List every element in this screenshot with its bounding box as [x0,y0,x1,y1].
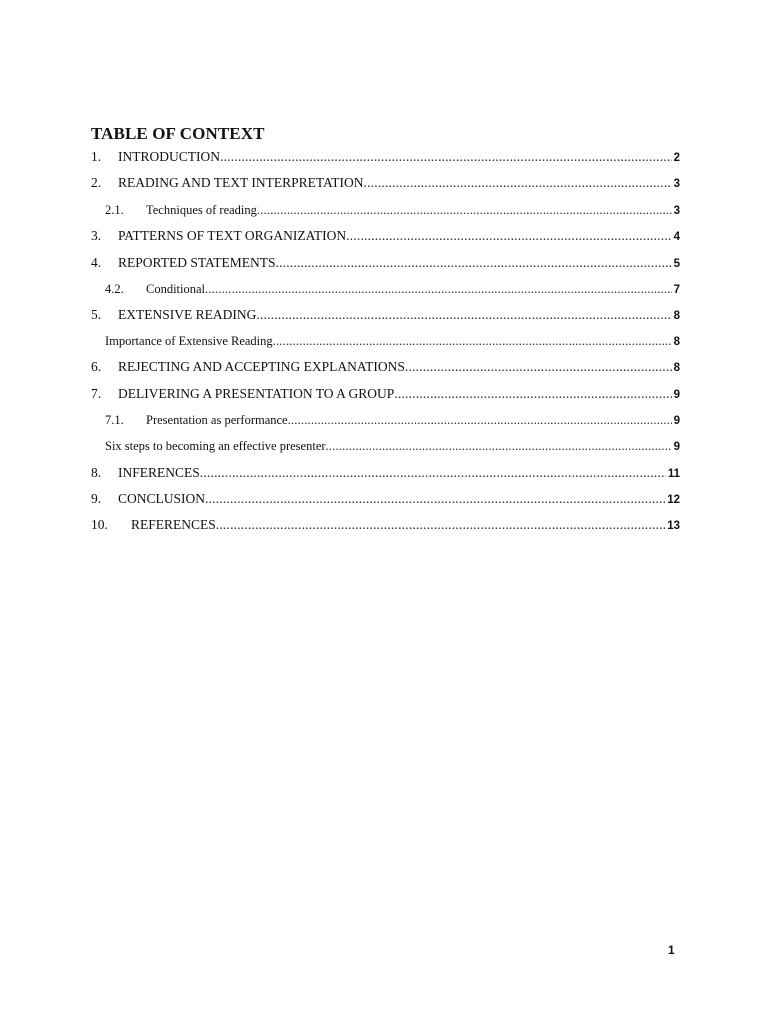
toc-entry-page: 7 [673,284,680,296]
dot-leader [216,514,665,536]
dot-leader [288,409,672,431]
toc-entry-number: 4.2. [105,282,124,296]
toc-entry-label: Techniques of reading [146,203,257,217]
toc-entry-number: 2. [91,175,102,190]
toc-entry-label: EXTENSIVE READING [118,307,257,322]
toc-entry-importance-of-extensive-reading[interactable] [91,330,680,352]
toc-heading: TABLE OF CONTEXT [91,124,265,143]
toc-entry-reading-text-interpretation[interactable] [91,172,680,194]
page-number: 1 [668,943,675,957]
dot-leader [205,278,672,300]
toc-entry-number: 4. [91,255,102,270]
toc-entry-presentation-as-performance[interactable] [91,409,680,431]
toc-entry-label: INFERENCES [118,465,200,480]
dot-leader [276,252,672,274]
toc-entry-number: 9. [91,491,102,506]
toc-entry-page: 9 [673,389,680,401]
toc-entry-number: 6. [91,359,102,374]
toc-entry-six-steps-presenter[interactable] [91,435,680,457]
toc-entry-label: PATTERNS OF TEXT ORGANIZATION [118,228,347,243]
dot-leader [394,383,671,405]
toc-entry-number: 5. [91,307,102,322]
dot-leader [220,146,672,168]
toc-entry-label: Conditional [146,282,206,296]
toc-entry-label: REPORTED STATEMENTS [118,255,276,270]
toc-entry-page: 3 [673,178,680,190]
toc-entry-label: Importance of Extensive Reading [105,334,273,348]
toc-entry-number: 8. [91,465,102,480]
toc-entry-page: 8 [673,336,680,348]
toc-entry-number: 7. [91,386,102,401]
dot-leader [326,435,672,457]
toc-entry-introduction[interactable] [91,146,680,168]
toc-entry-label: CONCLUSION [118,491,206,506]
dot-leader [256,304,671,326]
toc-entry-label: INTRODUCTION [118,149,220,164]
dot-leader [200,462,666,484]
toc-entry-label: Presentation as performance [146,413,288,427]
dot-leader [405,356,672,378]
toc-entry-references[interactable] [91,514,680,536]
toc-entry-page: 2 [673,152,680,164]
toc-entry-reported-statements[interactable] [91,252,680,274]
toc-entry-page: 11 [667,468,680,480]
toc-entry-conclusion[interactable] [91,488,680,510]
dot-leader [273,330,672,352]
toc-entry-number: 1. [91,149,102,164]
toc-entry-number: 2.1. [105,203,124,217]
toc-entry-page: 12 [667,494,680,506]
toc-entry-label: Six steps to becoming an effective presenter [105,439,326,453]
toc-entry-extensive-reading[interactable] [91,304,680,326]
toc-entry-page: 5 [673,258,680,270]
dot-leader [257,199,672,221]
toc-entry-patterns-of-text-organization[interactable] [91,225,680,247]
dot-leader [346,225,671,247]
toc-entry-number: 3. [91,228,102,243]
toc-entry-page: 4 [673,231,680,243]
dot-leader [364,172,672,194]
toc-entry-page: 9 [673,415,680,427]
toc-entry-label: READING AND TEXT INTERPRETATION [118,175,364,190]
toc-entry-page: 3 [673,205,680,217]
dot-leader [205,488,665,510]
toc-entry-page: 13 [667,520,680,532]
toc-entry-page: 9 [673,441,680,453]
toc-entry-number: 7.1. [105,413,124,427]
toc-entry-techniques-of-reading[interactable] [91,199,680,221]
toc-entry-number: 10. [91,517,108,532]
toc-entry-inferences[interactable] [91,462,680,484]
toc-entry-label: REJECTING AND ACCEPTING EXPLANATIONS [118,359,405,374]
toc-entry-label: REFERENCES [131,517,216,532]
toc-entry-rejecting-accepting-explanations[interactable] [91,356,680,378]
toc-entry-page: 8 [673,362,680,374]
toc-entry-label: DELIVERING A PRESENTATION TO A GROUP [118,386,395,401]
toc-entry-page: 8 [673,310,680,322]
toc-entry-conditional[interactable] [91,278,680,300]
toc-entry-delivering-presentation[interactable] [91,383,680,405]
